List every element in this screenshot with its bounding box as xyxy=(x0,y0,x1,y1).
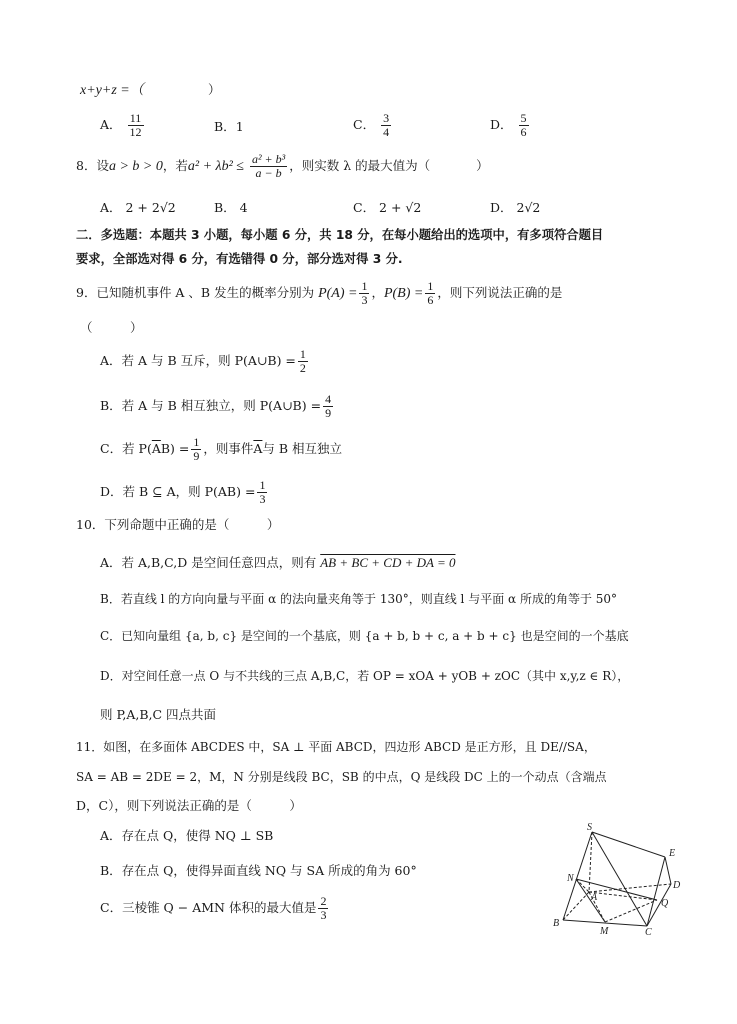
q9-option-b: B．若 A 与 B 相互独立，则 P(A∪B) = $\frac{4}{9}$ xyxy=(100,392,332,420)
q10-stem: 10．下列命题中正确的是（ ） xyxy=(76,517,280,532)
q8-option-b: B． 4 xyxy=(214,200,248,215)
q10-option-d-line1: D．对空间任意一点 O 与不共线的三点 A,B,C，若 OP = xOA + yOB + zOC（其中 x,y,z ∈ R）， xyxy=(100,669,630,683)
label-b: B xyxy=(553,918,560,929)
section-heading-line1: 二．多选题：本题共 3 小题，每小题 6 分，共 18 分，在每小题给出的选项中，有多项符合题目 xyxy=(76,228,604,242)
edge-ab xyxy=(563,892,589,920)
q11-option-a: A．存在点 Q，使得 NQ ⊥ SB xyxy=(100,828,274,843)
q11-stem-line1: 11．如图，在多面体 ABCDES 中，SA ⊥ 平面 ABCD，四边形 ABCD 是正方形，且 DE//SA， xyxy=(76,740,596,754)
q10-option-a: A．若 A,B,C,D 是空间任意四点，则有 AB + BC + CD + DA = 0 xyxy=(100,555,456,570)
q9-option-d: D．若 B ⊆ A，则 P(AB) = $\frac{1}{3}$ xyxy=(100,478,266,506)
q7-option-b: B．1 xyxy=(214,119,244,134)
label-c: C xyxy=(645,927,652,937)
q9-option-a: A．若 A 与 B 互斥，则 P(A∪B) = $\frac{1}{2}$ xyxy=(100,347,306,375)
q11-option-b: B．存在点 Q，使得异面直线 NQ 与 SA 所成的角为 60° xyxy=(100,863,417,878)
polyhedron-figure xyxy=(545,822,695,937)
section-heading-line2: 要求，全部选对得 6 分，有选错得 0 分，部分选对得 3 分. xyxy=(76,252,403,266)
label-s: S xyxy=(587,822,592,833)
q9-option-c: C．若 $P(\overline{A}B)$ = $\frac{1}{9}$ ，则事件$\overline{A}$与 B 相互独立 xyxy=(100,435,343,463)
q11-option-c: C．三棱锥 Q − AMN 体积的最大值是 $\frac{2}{3}$ xyxy=(100,894,327,922)
q11-stem-line3: D，C），则下列说法正确的是（ ） xyxy=(76,798,302,813)
q10-option-b: B．若直线 l 的方向向量与平面 α 的法向量夹角等于 130°，则直线 l 与平面 α 所成的角等于 50° xyxy=(100,592,618,606)
label-m: M xyxy=(600,926,609,937)
q7-expression: x+y+z =（ xyxy=(80,83,144,98)
label-n: N xyxy=(567,873,574,884)
edge-ec xyxy=(647,857,665,926)
q11-stem-line2: SA = AB = 2DE = 2，M，N 分别是线段 BC，SB 的中点，Q 是线段 DC 上的一个动点（含端点 xyxy=(76,770,607,784)
label-d: D xyxy=(673,880,681,891)
q8-stem: 8．设a > b > 0，若a² + λb² ≤ $\frac{\text{a² + b³}}{a - b}$ ，则实数 λ 的最大值为（ ） xyxy=(76,152,489,180)
label-a: A xyxy=(591,892,598,903)
label-q: Q xyxy=(661,898,669,909)
edge-ed xyxy=(665,857,671,884)
q7-option-d: D． $\frac{5}{6}$ xyxy=(490,111,527,139)
edge-sc xyxy=(592,832,647,926)
q9-paren: （ ） xyxy=(80,320,143,335)
q8-option-a: A． 2 + 2√2 xyxy=(100,200,176,215)
q7-paren: ） xyxy=(208,82,221,97)
label-e: E xyxy=(669,848,676,859)
q10-option-d-line2: 则 P,A,B,C 四点共面 xyxy=(100,707,217,722)
q9-stem: 9．已知随机事件 A 、B 发生的概率分别为 P(A) = $\frac{1}{3}$ ，P(B) = $\frac{1}{6}$ ，则下列说法正确的是 xyxy=(76,279,563,307)
q8-option-d: D． 2√2 xyxy=(490,200,541,215)
q7-option-a: A． $\frac{11}{12}$ xyxy=(100,111,142,139)
edge-aq xyxy=(589,892,657,900)
edge-se xyxy=(592,832,665,857)
q8-option-c: C． 2 + √2 xyxy=(353,200,422,215)
q10-option-c: C．已知向量组 {a, b, c} 是空间的一个基底，则 {a + b, b + c, a + b + c} 也是空间的一个基底 xyxy=(100,629,629,643)
q7-option-c: C． $\frac{3}{4}$ xyxy=(353,111,390,139)
